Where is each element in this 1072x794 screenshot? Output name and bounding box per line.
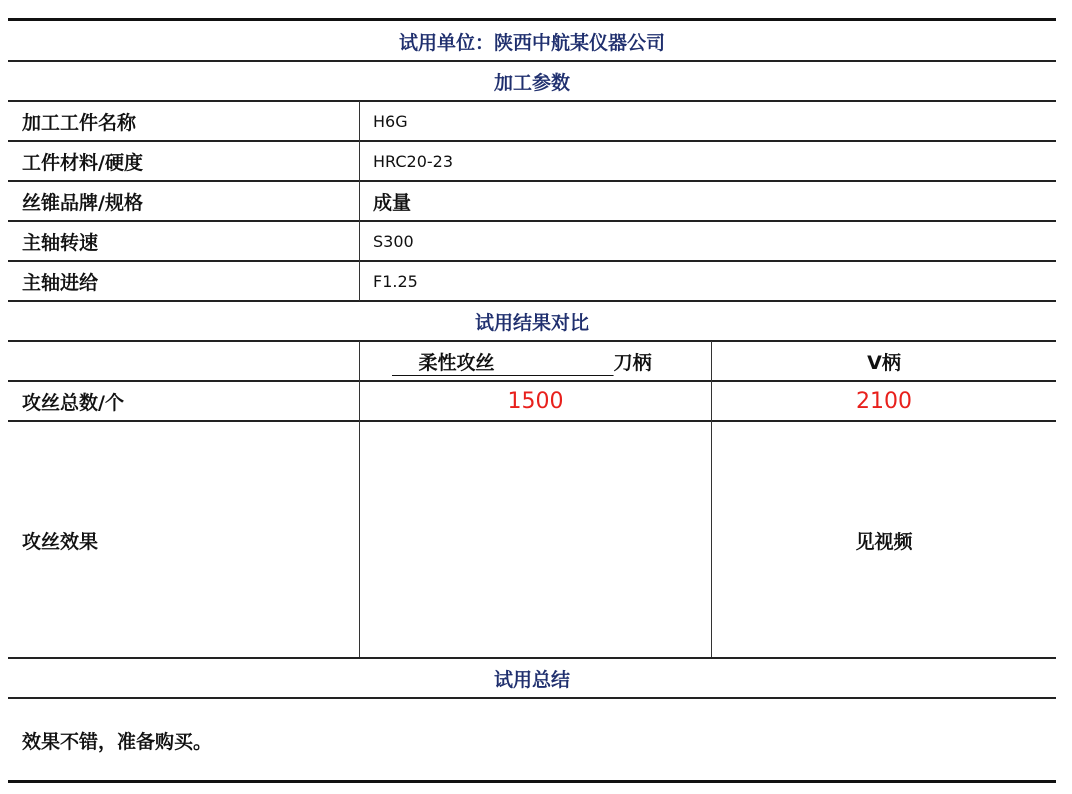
- param-label: 主轴转速: [22, 232, 99, 254]
- tap-count-flexible: 1500: [507, 389, 564, 414]
- param-value: 成量: [373, 192, 412, 214]
- column-divider: [359, 101, 360, 301]
- trial-unit-title: 试用单位：陕西中航某仪器公司: [398, 31, 665, 54]
- col1-label-b: 刀柄: [613, 352, 652, 374]
- divider: [8, 780, 1056, 783]
- tap-count-v-holder: 2100: [856, 389, 912, 414]
- tapping-effect-label: 攻丝效果: [22, 530, 99, 553]
- section-params-heading: 加工参数: [493, 72, 570, 94]
- param-value: HRC20-23: [373, 152, 454, 171]
- column-divider: [711, 341, 712, 658]
- param-value: F1.25: [373, 272, 418, 291]
- param-label: 工件材料/硬度: [22, 152, 143, 174]
- param-label: 主轴进给: [22, 272, 99, 294]
- column-divider: [359, 341, 360, 658]
- section-summary-heading: 试用总结: [493, 669, 570, 691]
- col1-label-a: 柔性攻丝: [418, 352, 495, 374]
- v-holder-header: V柄: [867, 352, 901, 374]
- summary-text: 效果不错，准备购买。: [22, 730, 213, 753]
- divider: [8, 697, 1056, 699]
- param-label: 加工工件名称: [22, 112, 137, 134]
- flexible-tapping-holder-header: [392, 342, 692, 381]
- param-value: H6G: [373, 112, 408, 131]
- param-value: S300: [373, 232, 414, 251]
- param-label: 丝锥品牌/规格: [22, 192, 143, 214]
- tapping-effect-v-holder: 见视频: [855, 530, 913, 553]
- tap-count-label: 攻丝总数/个: [22, 392, 124, 414]
- section-compare-heading: 试用结果对比: [474, 312, 589, 334]
